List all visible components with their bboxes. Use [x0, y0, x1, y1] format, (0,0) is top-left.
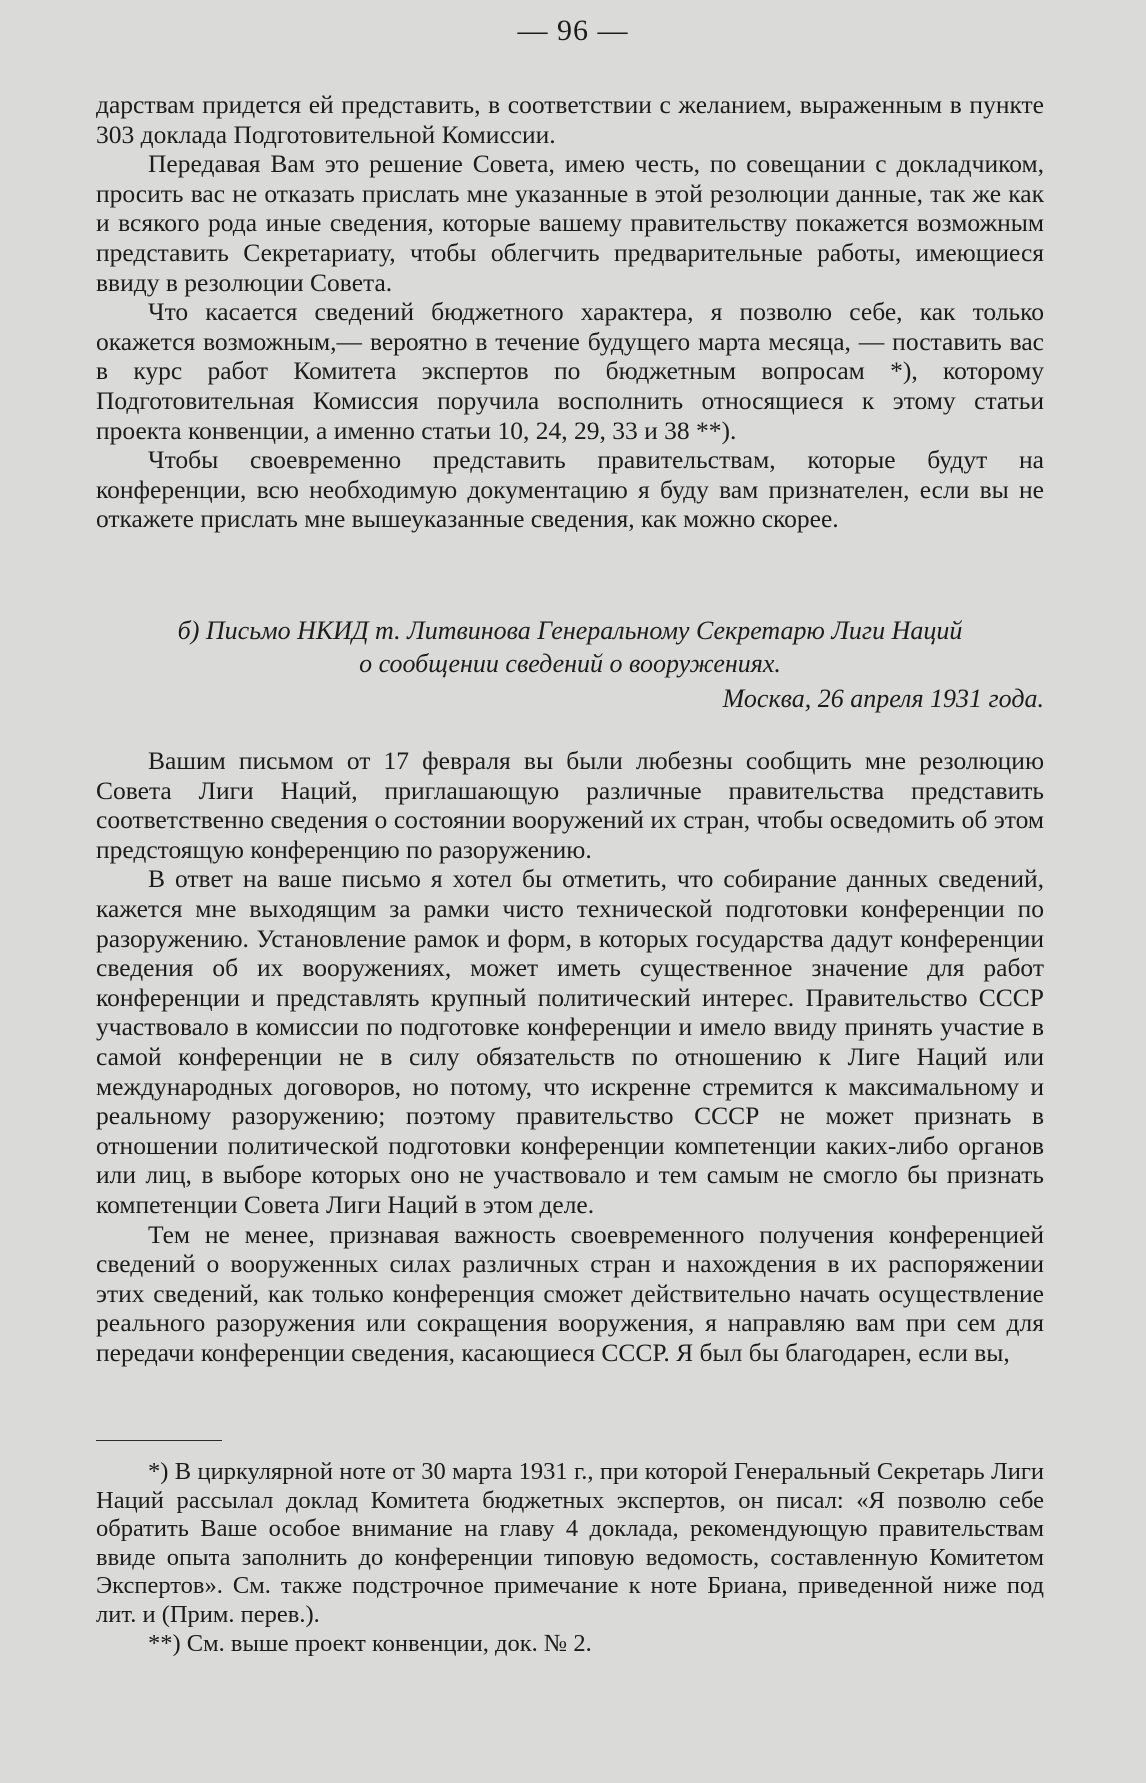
paragraph: Тем не менее, признавая важность своевременного получения конференцией сведений о вооруженных силах различных стран и нахождения в их распоряжении этих сведений, как только конференция сможет действительно начать осуществление реального разоружения или сокращения вооружения, я направляю вам при сем для передачи конференции сведения, касающиеся СССР. Я был бы благодарен, если вы,	[96, 1219, 1044, 1367]
paragraph: Вашим письмом от 17 февраля вы были любезны сообщить мне резолюцию Совета Лиги Наций, приглашающую различные правительства представить соответственно сведения о состоянии вооружений их стран, чтобы осведомить об этом предстоящую конференцию по разоружению.	[96, 746, 1044, 864]
section-heading	[96, 614, 1044, 680]
section-heading-line-2: о сообщении сведений о вооружениях.	[359, 649, 781, 678]
section-heading-line-1: б) Письмо НКИД т. Литвинова Генеральному Секретарю Лиги Наций	[177, 616, 963, 645]
page-number: — 96 —	[517, 14, 629, 47]
footnote: *) В циркулярной ноте от 30 марта 1931 г., при которой Генеральный Секретарь Лиги Наций рассылал доклад Комитета бюджетных экспертов, он писал: «Я позволю себе обратить Ваше особое внимание на главу 4 доклада, рекомендующую правительствам ввиде опыта заполнить до конференции типовую ведомость, составленную Комитетом Экспертов». См. также подстрочное примечание к ноте Бриана, приведенной ниже под лит. и (Прим. перев.).	[96, 1458, 1044, 1628]
footnote-divider	[96, 1440, 222, 1441]
continued-letter-text	[96, 90, 1044, 534]
footnotes	[96, 1458, 1044, 1658]
footnote: **) См. выше проект конвенции, док. № 2.	[148, 1629, 592, 1657]
place-and-date: Москва, 26 апреля 1931 года.	[722, 684, 1044, 713]
letter-text	[96, 746, 1044, 1367]
paragraph: Чтобы своевременно представить правительствам, которые будут на конференции, всю необходимую документацию я буду вам признателен, если вы не откажете прислать мне вышеуказанные сведения, как можно скорее.	[96, 445, 1044, 534]
paragraph: Передавая Вам это решение Совета, имею честь, по совещании с докладчиком, просить вас не отказать прислать мне указанные в этой резолюции данные, так же как и всякого рода иные сведения, которые вашему правительству покажется возможным представить Секретариату, чтобы облегчить предварительные работы, имеющиеся ввиду в резолюции Совета.	[96, 149, 1044, 297]
paragraph: В ответ на ваше письмо я хотел бы отметить, что собирание данных сведений, кажется мне выходящим за рамки чисто технической подготовки конференции по разоружению. Установление рамок и форм, в которых государства дадут конференции сведения об их вооружениях, может иметь существенное значение для работ конференции и представлять крупный политический интерес. Правительство СССР участвовало в комиссии по подготовке конференции и имело ввиду принять участие в самой конференции не в силу обязательств по отношению к Лиге Наций или международных договоров, но потому, что искренне стремится к максимальному и реальному разоружению; поэтому правительство СССР не может признать в отношении политической подготовки конференции компетенции каких-либо органов или лиц, в выборе которых оно не участвовало и тем самым не смогло бы признать компетенции Совета Лиги Наций в этом деле.	[96, 864, 1044, 1219]
paragraph: дарствам придется ей представить, в соответствии с желанием, выраженным в пункте 303 доклада Подготовительной Комиссии.	[96, 90, 1044, 149]
paragraph: Что касается сведений бюджетного характера, я позволю себе, как только окажется возможным,— вероятно в течение будущего марта месяца, — поставить вас в курс работ Комитета экспертов по бюджетным вопросам *), которому Подготовительная Комиссия поручила восполнить относящиеся к этому статьи проекта конвенции, а именно статьи 10, 24, 29, 33 и 38 **).	[96, 297, 1044, 445]
